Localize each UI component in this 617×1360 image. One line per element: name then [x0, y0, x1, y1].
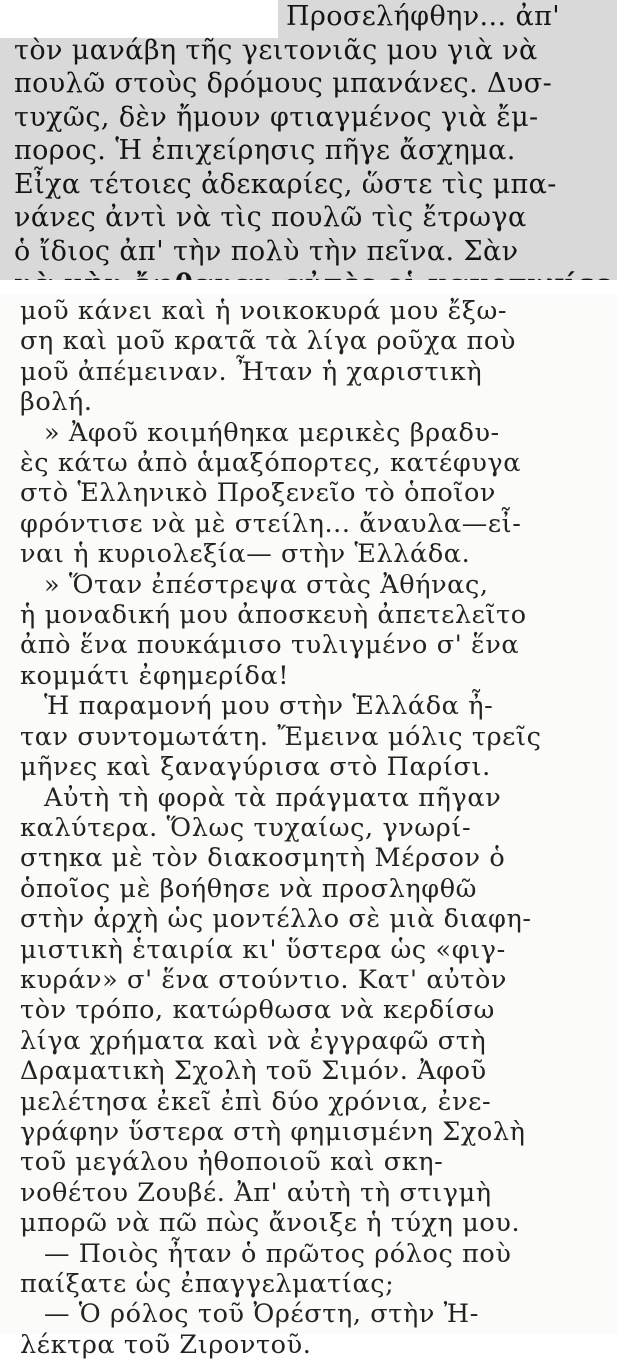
text-line: μοῦ ἀπέμειναν. Ἦταν ἡ χαριστικὴ	[20, 356, 483, 387]
text-line: φρόντισε νὰ μὲ στείλη... ἄναυλα—εἶ-	[20, 508, 522, 539]
top-clipping	[0, 0, 617, 280]
text-line: Προσελήφθην... ἀπ'	[286, 1, 561, 32]
text-line: στὸ Ἑλληνικὸ Προξενεῖο τὸ ὁποῖον	[20, 478, 497, 509]
text-line: τὸν τρόπο, κατώρθωσα νὰ κερδίσω	[20, 995, 495, 1026]
text-line: ὲς κάτω ἀπὸ ἁμαξόπορτες, κατέφυγα	[20, 448, 522, 479]
text-line: καλύτερα. Ὅλως τυχαίως, γνωρί-	[20, 812, 472, 843]
main-clipping-text	[20, 296, 606, 1360]
text-line: κυράν» σ' ἕνα στούντιο. Κατ' αὐτὸν	[20, 964, 508, 995]
text-line: » Ἀφοῦ κοιμήθηκα μερικὲς βραδυ-	[44, 417, 500, 448]
main-clipping	[0, 294, 617, 1360]
text-line: πουλῶ στοὺς δρόμους μπανάνες. Δυσ-	[14, 68, 553, 99]
text-line: βολή.	[20, 387, 93, 418]
text-line: τυχῶς, δὲν ἤμουν φτιαγμένος γιὰ ἔμ-	[14, 101, 539, 133]
text-line: στὴν ἀρχὴ ὡς μοντέλλο σὲ μιὰ διαφη-	[20, 904, 532, 935]
text-line: ταν συντομωτάτη. Ἔμεινα μόλις τρεῖς	[20, 721, 542, 752]
text-line: κομμάτι ἐφημερίδα!	[20, 660, 290, 691]
text-line: τοῦ μεγάλου ἠθοποιοῦ καὶ σκη-	[20, 1147, 444, 1178]
text-line: » Ὅταν ἐπέστρεψα στὰς Ἀθήνας,	[44, 569, 489, 600]
text-line: γράφην ὕστερα στὴ φημισμένη Σχολὴ	[20, 1116, 526, 1147]
text-line: ἡ μοναδική μου ἀποσκευὴ ἀπετελεῖτο	[20, 600, 527, 631]
text-line: νοθέτου Ζουβέ. Ἀπ' αὐτὴ τὴ στιγμὴ	[20, 1177, 492, 1208]
text-line: Αὐτὴ τὴ φορὰ τὰ πράγματα πῆγαν	[44, 782, 502, 813]
text-line: Δραματικὴ Σχολὴ τοῦ Σιμόν. Ἀφοῦ	[20, 1056, 487, 1087]
text-line: λίγα χρήματα καὶ νὰ ἐγγραφῶ στὴ	[20, 1025, 487, 1056]
text-line: Ἡ παραμονή μου στὴν Ἑλλάδα ἦ-	[44, 691, 494, 722]
text-line: μιστικὴ ἑταιρία κι' ὕστερα ὡς «φιγ-	[20, 934, 506, 965]
text-line: Εἶχα τέτοιες ἀδεκαρίες, ὥστε τὶς μπα-	[14, 168, 557, 200]
clipping-separator	[0, 280, 617, 294]
text-line: λέκτρα τοῦ Ζιροντοῦ.	[20, 1329, 312, 1360]
text-line: παίξατε ὡς ἐπαγγελματίας;	[20, 1269, 395, 1299]
top-clipping-text	[14, 0, 610, 302]
text-line: — Ποιὸς ἦταν ὁ πρῶτος ρόλος ποὺ	[44, 1238, 512, 1269]
text-line: μελέτησα ἐκεῖ ἐπὶ δύο χρόνια, ἐνε-	[20, 1086, 492, 1117]
text-line: στηκα μὲ τὸν διακοσμητὴ Μέρσον ὁ	[20, 843, 506, 874]
text-line: ἀπὸ ἕνα πουκάμισο τυλιγμένο σ' ἕνα	[20, 630, 520, 661]
text-line: τὸν μανάβη τῆς γειτονιᾶς μου γιὰ νὰ	[14, 34, 538, 66]
text-line: ὁποῖος μὲ βοήθησε νὰ προσληφθῶ	[20, 873, 478, 904]
text-line: πορος. Ἡ ἐπιχείρησις πῆγε ἄσχημα.	[14, 135, 516, 166]
text-line: ση καὶ μοῦ κρατᾶ τὰ λίγα ροῦχα ποὺ	[20, 326, 516, 357]
text-line: ὁ ἴδιος ἀπ' τὴν πολὺ τὴν πεῖνα. Σὰν	[14, 235, 519, 267]
text-line: νάνες ἀντὶ νὰ τὶς πουλῶ τὶς ἔτρωγα	[14, 202, 527, 233]
text-line: μοῦ κάνει καὶ ἡ νοικοκυρά μου ἔξω-	[20, 296, 508, 326]
text-line: μῆνες καὶ ξαναγύρισα στὸ Παρίσι.	[20, 752, 491, 783]
text-line: — Ὁ ρόλος τοῦ Ὀρέστη, στὴν Ἠ-	[44, 1299, 479, 1330]
text-line: μπορῶ νὰ πῶ πὼς ἄνοιξε ἡ τύχη μου.	[20, 1208, 521, 1239]
text-line: ναι ἡ κυριολεξία— στὴν Ἑλλάδα.	[20, 539, 471, 570]
